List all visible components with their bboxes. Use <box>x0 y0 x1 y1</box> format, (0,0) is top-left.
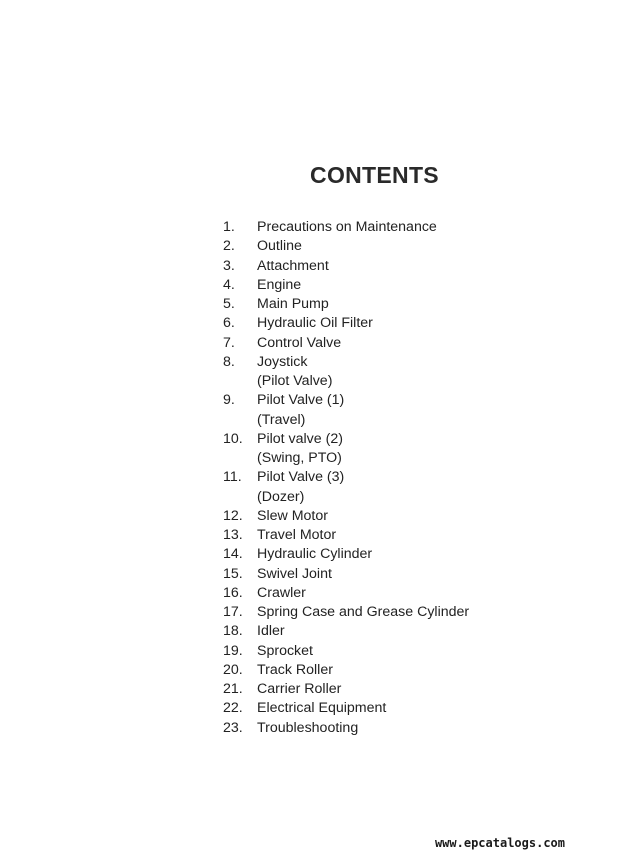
toc-entry <box>0 353 617 392</box>
toc-entry-line: Pilot valve (2) <box>257 430 343 447</box>
toc-entry-line: Slew Motor <box>257 507 328 524</box>
toc-entry <box>0 642 617 661</box>
toc-entry-line: (Swing, PTO) <box>257 450 342 466</box>
toc-entry <box>0 430 617 469</box>
toc-entry-title <box>257 526 336 545</box>
toc-entry <box>0 603 617 622</box>
toc-entry-number: 3. <box>223 257 235 274</box>
toc-entry-line: Main Pump <box>257 296 329 312</box>
toc-entry-number: 8. <box>223 353 235 370</box>
toc-entry-number: 4. <box>223 276 235 293</box>
toc-entry-title <box>257 603 469 622</box>
toc-entry-line: Idler <box>257 623 285 640</box>
toc-entry-line: Pilot Valve (3) <box>257 469 345 486</box>
toc-entry-number: 20. <box>223 661 243 678</box>
toc-entry-number: 14. <box>223 546 243 563</box>
toc-entry-number: 9. <box>223 392 235 409</box>
toc-entry-number: 23. <box>223 719 243 736</box>
toc-entry-title <box>257 334 341 353</box>
toc-entry-title <box>257 699 386 718</box>
toc-entry-line: Attachment <box>257 257 329 274</box>
toc-entry <box>0 507 617 526</box>
toc-entry-number: 2. <box>223 238 235 255</box>
toc-entry-title <box>257 295 329 314</box>
toc-entry <box>0 680 617 699</box>
toc-entry-title <box>257 237 302 256</box>
toc-entry-line: Travel Motor <box>257 527 337 543</box>
toc-entry-number: 21. <box>223 681 243 697</box>
toc-entry-title <box>257 430 343 469</box>
toc-entry-line: Crawler <box>257 584 306 601</box>
toc-entry-line: Troubleshooting <box>257 719 359 736</box>
toc-entry <box>0 719 617 738</box>
toc-entry-number: 11. <box>223 469 242 486</box>
toc-entry-line: Pilot Valve (1) <box>257 392 345 409</box>
toc-entry-line: Track Roller <box>257 661 333 678</box>
toc-entry <box>0 295 617 314</box>
toc-entry <box>0 257 617 276</box>
toc-entry-line: (Dozer) <box>257 488 305 505</box>
toc-entry-number: 10. <box>223 430 243 447</box>
toc-entry-title <box>257 584 306 603</box>
toc-entry-title <box>257 218 437 237</box>
toc-entry-number: 13. <box>223 527 243 543</box>
toc-entry-title <box>257 680 341 699</box>
toc-entry <box>0 468 617 507</box>
toc-entry <box>0 622 617 641</box>
toc-entry-title <box>257 507 328 526</box>
toc-entry-number: 5. <box>223 296 235 312</box>
toc-entry-number: 15. <box>223 565 243 582</box>
toc-entry <box>0 545 617 564</box>
toc-entry-line: Sprocket <box>257 642 313 659</box>
toc-entry-title <box>257 353 332 392</box>
toc-entry-line: Control Valve <box>257 334 342 351</box>
toc-entry <box>0 699 617 718</box>
toc-entry-number: 12. <box>223 507 243 524</box>
toc-entry <box>0 314 617 333</box>
toc-entry-title <box>257 391 344 430</box>
toc-entry-number: 18. <box>223 623 243 640</box>
toc-entry <box>0 526 617 545</box>
watermark: www.epcatalogs.com <box>434 836 565 850</box>
toc-entry-title <box>257 661 333 680</box>
page-title: CONTENTS <box>310 162 439 188</box>
toc-entry-line: Hydraulic Cylinder <box>257 546 373 563</box>
toc-entry-number: 1. <box>223 219 235 235</box>
toc-entry-number: 7. <box>223 334 235 351</box>
toc-entry-number: 6. <box>223 315 235 332</box>
toc-entry <box>0 391 617 430</box>
toc-entry-line: Joystick <box>257 353 308 370</box>
toc-entry-line: Spring Case and Grease Cylinder <box>257 604 470 620</box>
toc-entry <box>0 276 617 295</box>
toc-entry-number: 17. <box>223 604 243 620</box>
toc-entry-title <box>257 719 358 738</box>
toc-entry-title <box>257 257 329 276</box>
toc-entry-title <box>257 276 301 295</box>
toc-entry-line: (Travel) <box>257 411 306 428</box>
toc-entry-line: (Pilot Valve) <box>257 373 333 389</box>
toc-entry-line: Carrier Roller <box>257 681 342 697</box>
toc-entry-number: 16. <box>223 584 243 601</box>
toc-entry-title <box>257 565 332 584</box>
toc-entry-line: Electrical Equipment <box>257 700 387 717</box>
toc-entry-title <box>257 545 372 564</box>
toc-entry-line: Swivel Joint <box>257 565 332 582</box>
toc-entry-line: Outline <box>257 238 302 255</box>
toc-entry <box>0 584 617 603</box>
toc-entry <box>0 334 617 353</box>
toc-entry-line: Hydraulic Oil Filter <box>257 315 373 332</box>
toc-entry-line: Precautions on Maintenance <box>257 219 437 235</box>
table-of-contents <box>0 218 617 738</box>
toc-entry <box>0 218 617 237</box>
toc-entry <box>0 237 617 256</box>
toc-entry-number: 19. <box>223 642 243 659</box>
toc-entry-title <box>257 622 285 641</box>
toc-entry-title <box>257 642 313 661</box>
toc-entry-number: 22. <box>223 700 243 717</box>
toc-entry <box>0 661 617 680</box>
toc-entry-line: Engine <box>257 276 302 293</box>
toc-entry <box>0 565 617 584</box>
toc-entry-title <box>257 314 373 333</box>
toc-entry-title <box>257 468 344 507</box>
